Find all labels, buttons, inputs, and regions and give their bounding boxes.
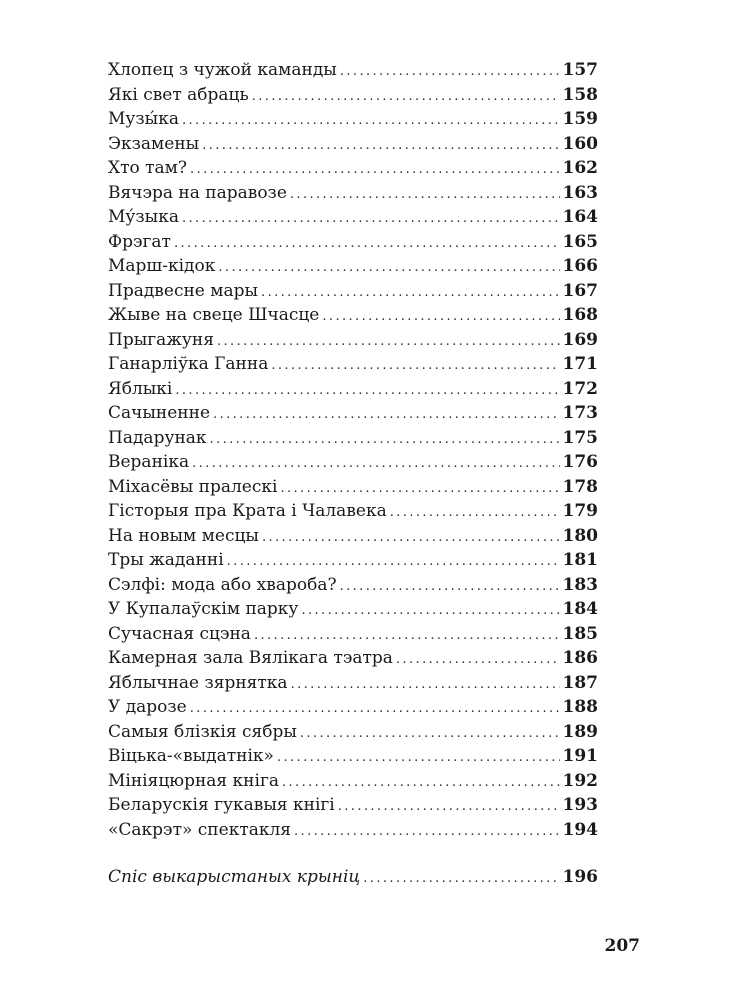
toc-entry-title: Му́зыка <box>108 207 179 227</box>
leader-dots <box>280 477 559 502</box>
page-number: 207 <box>604 936 640 956</box>
toc-entry-page: 188 <box>562 697 598 717</box>
toc-entry-title: Марш-кідок <box>108 256 216 276</box>
leader-dots <box>210 428 560 453</box>
leader-dots <box>190 158 559 183</box>
toc-entry-page: 162 <box>562 158 598 178</box>
toc-entry-title: Хлопец з чужой каманды <box>108 60 337 80</box>
toc-entry[interactable] <box>108 450 598 475</box>
toc-entry-page: 196 <box>562 867 598 887</box>
toc-entry-title: Вячэра на паравозе <box>108 182 287 203</box>
toc-entry-title: Фрэгат <box>108 231 171 252</box>
toc-entry-title: На новым месцы <box>108 525 259 546</box>
toc-entry[interactable] <box>108 230 598 255</box>
toc-entry-page: 189 <box>562 721 598 742</box>
leader-dots <box>271 354 559 379</box>
toc-entry-title: Прадвесне мары <box>108 280 259 301</box>
leader-dots <box>340 60 560 85</box>
leader-dots <box>174 232 560 257</box>
toc-entry-page: 183 <box>562 574 598 595</box>
toc-entry-sources[interactable] <box>108 865 598 890</box>
toc-entry-title: Тры жаданні <box>108 550 224 570</box>
toc-entry[interactable] <box>108 622 598 647</box>
toc-entry-title: Вераніка <box>108 452 190 472</box>
toc-entry-title: Хто там? <box>108 158 188 178</box>
leader-dots <box>202 134 559 159</box>
toc-entry-page: 169 <box>562 329 598 350</box>
toc-entry-title: Яблыкі <box>108 378 173 399</box>
toc-entry[interactable] <box>108 744 598 769</box>
toc-entry[interactable] <box>108 475 598 500</box>
toc-entry[interactable] <box>108 107 598 132</box>
toc-entry[interactable] <box>108 818 598 843</box>
toc-entry-title: Віцька-«выдатнік» <box>108 746 274 766</box>
toc-entry-page: 158 <box>562 84 598 105</box>
toc-entry-page: 157 <box>562 60 598 80</box>
leader-dots <box>390 501 560 526</box>
toc-entry-title: «Сакрэт» спектакля <box>108 819 292 840</box>
toc-entry-title: Мініяцюрная кніга <box>108 770 279 791</box>
leader-dots <box>277 746 560 771</box>
toc-entry[interactable] <box>108 254 598 279</box>
toc-entry-title: Гісторыя пра Крата і Чалавека <box>108 501 387 521</box>
toc-entry[interactable] <box>108 769 598 794</box>
leader-dots <box>300 722 560 747</box>
toc-entry[interactable] <box>108 548 598 573</box>
toc-entry-page: 184 <box>562 599 598 619</box>
toc-entry-page: 160 <box>562 133 598 154</box>
leader-dots <box>301 599 559 624</box>
leader-dots <box>192 452 559 477</box>
toc-entry-title: Ганарліўка Ганна <box>108 354 269 374</box>
toc-entry[interactable] <box>108 156 598 181</box>
toc-entry-title: У Купалаўскім парку <box>108 599 299 619</box>
leader-dots <box>218 256 559 281</box>
toc-entry[interactable] <box>108 793 598 818</box>
toc-entry-title: Беларускія гукавыя кнігі <box>108 795 335 815</box>
toc-entry[interactable] <box>108 401 598 426</box>
toc-entry-title: Сачыненне <box>108 403 211 423</box>
toc-entry[interactable] <box>108 58 598 83</box>
toc-entry-title: Прыгажуня <box>108 329 214 350</box>
toc-entry-title: У дарозе <box>108 697 187 717</box>
leader-dots <box>363 867 559 892</box>
toc-entry-page: 194 <box>562 819 598 840</box>
toc-entry[interactable] <box>108 377 598 402</box>
toc-entry-page: 180 <box>562 525 598 546</box>
toc-entry[interactable] <box>108 524 598 549</box>
leader-dots <box>291 673 560 698</box>
toc-entry-title: Яблычнае зярнятка <box>108 672 288 693</box>
toc-entry-title: Падарунак <box>108 427 207 448</box>
toc-entry-page: 159 <box>562 109 598 129</box>
leader-dots <box>294 820 559 845</box>
leader-dots <box>322 305 559 330</box>
leader-dots <box>213 403 559 428</box>
leader-dots <box>190 697 560 722</box>
leader-dots <box>340 575 560 600</box>
toc-entry-page: 187 <box>562 672 598 693</box>
toc-entry-title: Экзамены <box>108 133 200 154</box>
toc-entry-page: 191 <box>562 746 598 766</box>
leader-dots <box>282 771 560 796</box>
toc-entry-title: Сучасная сцэна <box>108 623 251 644</box>
toc-entry-page: 175 <box>562 427 598 448</box>
toc-entry-page: 193 <box>562 795 598 815</box>
toc-entry[interactable] <box>108 597 598 622</box>
toc-entry[interactable] <box>108 328 598 353</box>
toc-entry-page: 186 <box>562 648 598 668</box>
toc-entry-page: 178 <box>562 476 598 497</box>
toc-entry-title: Міхасёвы пралескі <box>108 476 278 497</box>
leader-dots <box>262 526 560 551</box>
toc-entry[interactable] <box>108 671 598 696</box>
toc-entry-title: Камерная зала Вялікага тэатра <box>108 648 393 668</box>
toc-entry-page: 171 <box>562 354 598 374</box>
leader-dots <box>182 207 560 232</box>
toc-entry[interactable] <box>108 303 598 328</box>
leader-dots <box>227 550 560 575</box>
toc-entry-page: 185 <box>562 623 598 644</box>
toc-entry[interactable] <box>108 720 598 745</box>
toc-entry-title: Спіс выкарыстаных крыніц <box>108 867 361 887</box>
toc-entry[interactable] <box>108 352 598 377</box>
table-of-contents <box>108 58 598 890</box>
leader-dots <box>252 85 560 110</box>
toc-entry-title: Сэлфі: мода або хвароба? <box>108 574 337 595</box>
toc-entry[interactable] <box>108 646 598 671</box>
toc-entry-page: 181 <box>562 550 598 570</box>
toc-entry[interactable] <box>108 279 598 304</box>
toc-entry-page: 163 <box>562 182 598 203</box>
toc-entry[interactable] <box>108 695 598 720</box>
toc-entry[interactable] <box>108 426 598 451</box>
toc-entry-page: 168 <box>562 305 598 325</box>
toc-entry-page: 176 <box>562 452 598 472</box>
toc-entry[interactable] <box>108 181 598 206</box>
toc-entry-page: 172 <box>562 378 598 399</box>
leader-dots <box>261 281 559 306</box>
leader-dots <box>175 379 559 404</box>
toc-entry-page: 166 <box>562 256 598 276</box>
toc-entry[interactable] <box>108 205 598 230</box>
toc-entry[interactable] <box>108 83 598 108</box>
toc-entry-title: Самыя блізкія сябры <box>108 721 297 742</box>
toc-entry[interactable] <box>108 573 598 598</box>
leader-dots <box>217 330 560 355</box>
toc-entry-page: 165 <box>562 231 598 252</box>
toc-entry[interactable] <box>108 499 598 524</box>
leader-dots <box>254 624 560 649</box>
leader-dots <box>182 109 560 134</box>
toc-entry-page: 167 <box>562 280 598 301</box>
toc-entry[interactable] <box>108 132 598 157</box>
leader-dots <box>338 795 560 820</box>
toc-entry-title: Жыве на свеце Шчасце <box>108 305 320 325</box>
leader-dots <box>290 183 560 208</box>
toc-entry-title: Музы́ка <box>108 109 179 129</box>
toc-entry-page: 179 <box>562 501 598 521</box>
leader-dots <box>396 648 560 673</box>
toc-entry-title: Які свет абраць <box>108 84 249 105</box>
toc-entry-page: 164 <box>562 207 598 227</box>
toc-entry-page: 173 <box>562 403 598 423</box>
toc-entry-page: 192 <box>562 770 598 791</box>
